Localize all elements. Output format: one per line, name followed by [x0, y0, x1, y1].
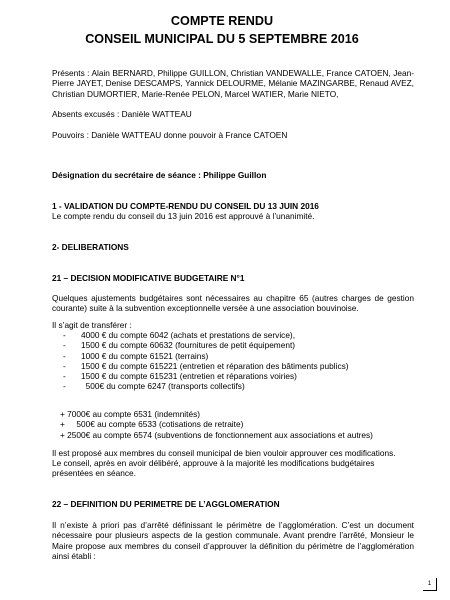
secretaire-line: Désignation du secrétaire de séance : Philippe Guillon: [52, 170, 267, 180]
list-item: - 1000 € du compte 61521 (terrains): [63, 350, 209, 361]
list-item: - 1500 € du compte 615231 (entretien et réparations voiries): [63, 371, 297, 382]
absents-paragraph: Absents excusés : Danièle WATTEAU: [52, 109, 192, 119]
section22-heading: 22 – DEFINITION DU PERIMETRE DE L’AGGLOMERATION: [52, 499, 280, 509]
document-subtitle: CONSEIL MUNICIPAL DU 5 SEPTEMBRE 2016: [85, 32, 359, 46]
page-number: 1: [423, 578, 437, 591]
additions-list: [60, 409, 373, 440]
list-item: - 1500 € du compte 615221 (entretien et réparation des bâtiments publics): [63, 360, 349, 371]
section1-text: Le compte rendu du conseil du 13 juin 2016 est approuvé à l’unanimité.: [52, 211, 315, 221]
transfer-list: [52, 330, 414, 392]
section1-heading: 1 - VALIDATION DU COMPTE-RENDU DU CONSEIL DU 13 JUIN 2016: [52, 201, 319, 211]
list-item: + 2500€ au compte 6574 (subventions de fonctionnement aux associations et autres): [60, 429, 373, 440]
presents-paragraph: Présents : Alain BERNARD, Philippe GUILLON, Christian VANDEWALLE, France CATOEN, Jean-Pierre JAYET, Denise DESCAMPS, Yannick DELOURME, Mélanie MAZINGARBE, Renaud AVEZ, Christian DUMORTIER, Marie-Renée PELON, Marcel WATIER, Marie NIETO,: [52, 68, 414, 99]
list-item: + 7000€ au compte 6531 (indemnités): [60, 409, 200, 419]
document-title: COMPTE RENDU: [170, 14, 274, 28]
section21-heading: 21 – DECISION MODIFICATIVE BUDGETAIRE N°1: [52, 273, 245, 283]
decision-text: Le conseil, après en avoir délibéré, approuve à la majorité les modifications budgétaires présentées en séance.: [52, 458, 375, 479]
list-item: - 1500 € du compte 60632 (fournitures de petit équipement): [63, 340, 296, 351]
list-item: - 500€ du compte 6247 (transports collectifs): [63, 381, 245, 392]
proposal-text: Il est proposé aux membres du conseil municipal de bien vouloir approuver ces modifications.: [52, 448, 396, 458]
list-item: + 500€ au compte 6533 (cotisations de retraite): [60, 419, 244, 430]
pouvoirs-paragraph: Pouvoirs : Danièle WATTEAU donne pouvoir à France CATOEN: [52, 130, 288, 140]
list-item: - 4000 € du compte 6042 (achats et prestations de service),: [63, 330, 296, 340]
section21-intro: Quelques ajustements budgétaires sont nécessaires au chapitre 65 (autres charges de gestion courante) suite à la subvention exceptionnelle versée à une association bouvinoise.: [52, 293, 414, 314]
section2-heading: 2- DELIBERATIONS: [52, 242, 129, 252]
section22-text: Il n’existe à priori pas d’arrêté définissant le périmètre de l’agglomération. C’est un document nécessaire pour plusieurs aspects de la gestion communale. Avant prendre l’arrêté, Monsieur le Maire propose aux membres du conseil d’approuver la définition du périmètre de l’agglomération ainsi établi :: [52, 520, 414, 561]
transfer-label: Il s’agit de transférer :: [52, 320, 132, 330]
